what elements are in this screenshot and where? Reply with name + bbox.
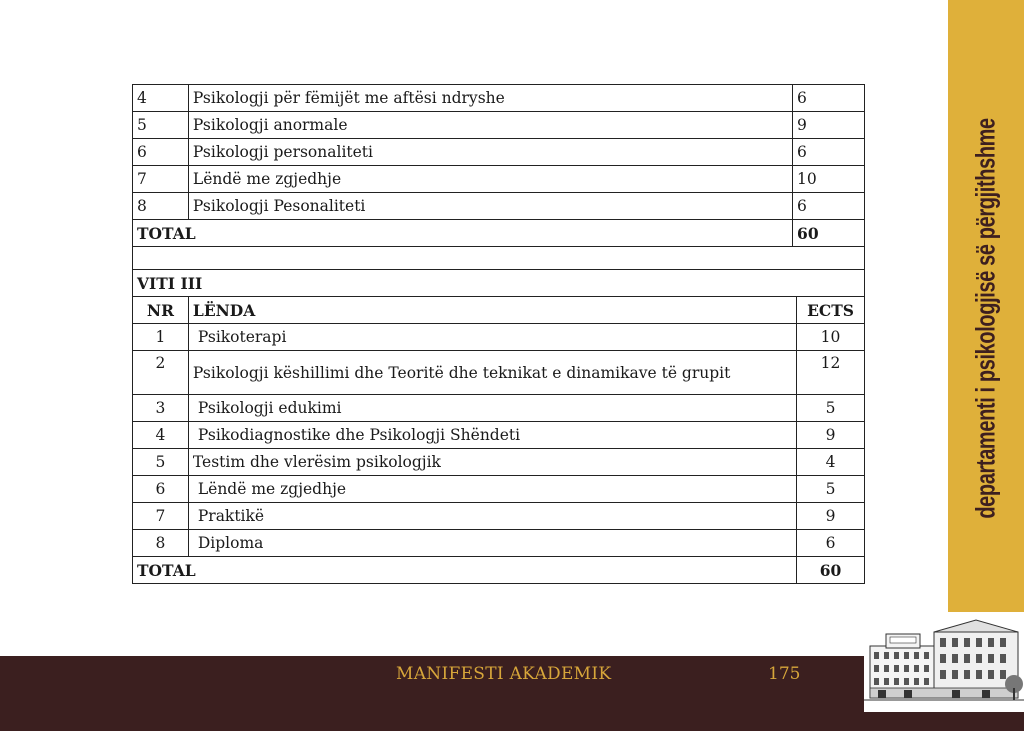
total-label: TOTAL [133, 220, 793, 247]
course-cell: Lëndë me zgjedhje [188, 166, 792, 193]
year-heading: VITI III [133, 270, 865, 297]
course-cell: Psikologji anormale [188, 112, 792, 139]
nr-cell: 1 [133, 324, 189, 351]
ects-cell: 9 [793, 112, 865, 139]
courses-table-year-3 [132, 269, 865, 584]
total-value: 60 [797, 557, 865, 584]
building-illustration-icon [864, 612, 1024, 712]
ects-cell: 4 [797, 449, 865, 476]
year-row [133, 270, 865, 297]
table-row [133, 193, 865, 220]
course-cell: Psikodiagnostike dhe Psikologji Shëndeti [188, 422, 796, 449]
ects-cell: 9 [797, 503, 865, 530]
header-row [133, 297, 865, 324]
total-label: TOTAL [133, 557, 797, 584]
nr-cell: 6 [133, 139, 189, 166]
nr-cell: 2 [133, 351, 189, 395]
nr-cell: 7 [133, 166, 189, 193]
ects-cell: 12 [797, 351, 865, 395]
total-row [133, 220, 865, 247]
course-cell: Psikologji për fëmijët me aftësi ndryshe [188, 85, 792, 112]
nr-cell: 4 [133, 422, 189, 449]
table-row [133, 476, 865, 503]
nr-cell: 8 [133, 193, 189, 220]
nr-cell: 5 [133, 449, 189, 476]
course-cell: Psikologji Pesonaliteti [188, 193, 792, 220]
table-row [133, 166, 865, 193]
table-row [133, 449, 865, 476]
table-row [133, 85, 865, 112]
nr-cell: 3 [133, 395, 189, 422]
ects-cell: 9 [797, 422, 865, 449]
nr-cell: 4 [133, 85, 189, 112]
table-row [133, 422, 865, 449]
ects-cell: 6 [797, 530, 865, 557]
course-cell: Psikologji këshillimi dhe Teoritë dhe teknikat e dinamikave të grupit [188, 351, 796, 395]
ects-cell: 10 [797, 324, 865, 351]
table-row [133, 395, 865, 422]
sidebar-title: departamenti i psikologjisë së përgjithshme [970, 117, 1001, 519]
course-cell: Psikologji personaliteti [188, 139, 792, 166]
table-row [133, 530, 865, 557]
page-number: 175 [768, 664, 801, 684]
table-row [133, 324, 865, 351]
course-cell: Psikoterapi [188, 324, 796, 351]
courses-table-continued [132, 84, 865, 247]
total-row [133, 557, 865, 584]
ects-cell: 10 [793, 166, 865, 193]
nr-cell: 6 [133, 476, 189, 503]
course-cell: Psikologji edukimi [188, 395, 796, 422]
header-lenda: LËNDA [188, 297, 796, 324]
header-ects: ECTS [797, 297, 865, 324]
total-value: 60 [793, 220, 865, 247]
header-nr: NR [133, 297, 189, 324]
table-row [133, 139, 865, 166]
ects-cell: 5 [797, 395, 865, 422]
table-row [133, 351, 865, 395]
footer-title: MANIFESTI AKADEMIK [396, 664, 612, 684]
table-row [133, 112, 865, 139]
nr-cell: 5 [133, 112, 189, 139]
ects-cell: 6 [793, 139, 865, 166]
nr-cell: 8 [133, 530, 189, 557]
nr-cell: 7 [133, 503, 189, 530]
table-spacer [132, 247, 865, 269]
course-cell: Praktikë [188, 503, 796, 530]
course-cell: Lëndë me zgjedhje [188, 476, 796, 503]
course-cell: Diploma [188, 530, 796, 557]
table-row [133, 503, 865, 530]
course-cell: Testim dhe vlerësim psikologjik [188, 449, 796, 476]
ects-cell: 5 [797, 476, 865, 503]
ects-cell: 6 [793, 85, 865, 112]
ects-cell: 6 [793, 193, 865, 220]
